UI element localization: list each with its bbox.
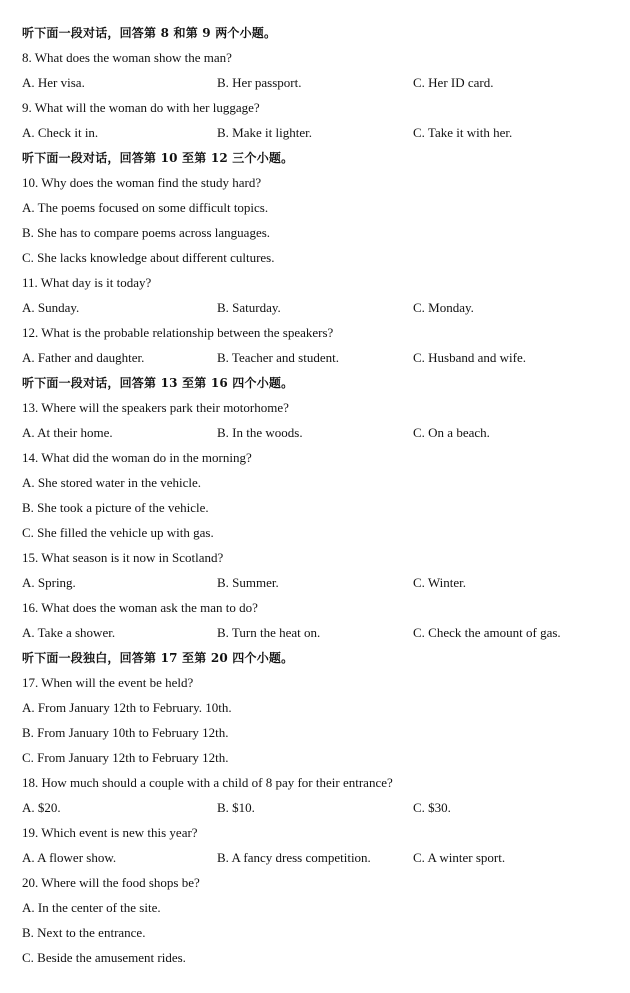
question-text: 16. What does the woman ask the man to do? xyxy=(22,600,258,615)
question-text: 11. What day is it today? xyxy=(22,275,152,290)
section-instruction: 听下面一段对话，回答第 8 和第 9 两个小题。 xyxy=(22,26,277,40)
question-text: 10. Why does the woman find the study hard? xyxy=(22,175,262,190)
question-text: 14. What did the woman do in the morning? xyxy=(22,450,252,465)
answer-option-b: B. Saturday. xyxy=(217,300,281,315)
answer-option-a: A. At their home. xyxy=(22,425,113,440)
answer-options-row xyxy=(22,424,622,449)
question-text: 13. Where will the speakers park their motorhome? xyxy=(22,400,289,415)
answer-option-a: A. $20. xyxy=(22,800,61,815)
answer-option-a: A. Take a shower. xyxy=(22,625,116,640)
answer-option-line: B. Next to the entrance. xyxy=(22,925,146,940)
answer-option-c: C. Winter. xyxy=(413,575,467,590)
question-text: 9. What will the woman do with her luggage? xyxy=(22,100,260,115)
answer-option-b: B. Turn the heat on. xyxy=(217,625,321,640)
answer-option-b: B. Teacher and student. xyxy=(217,350,339,365)
answer-option-line: C. Beside the amusement rides. xyxy=(22,950,186,965)
answer-option-line: A. The poems focused on some difficult topics. xyxy=(22,200,269,215)
answer-option-c: C. Check the amount of gas. xyxy=(413,625,561,640)
answer-option-c: C. A winter sport. xyxy=(413,850,506,865)
answer-option-line: B. She has to compare poems across languages. xyxy=(22,225,271,240)
answer-option-b: B. Summer. xyxy=(217,575,279,590)
answer-option-line: A. From January 12th to February. 10th. xyxy=(22,700,232,715)
answer-option-c: C. On a beach. xyxy=(413,425,490,440)
answer-option-line: B. From January 10th to February 12th. xyxy=(22,725,229,740)
section-instruction: 听下面一段对话，回答第 10 至第 12 三个小题。 xyxy=(22,151,294,165)
question-text: 20. Where will the food shops be? xyxy=(22,875,200,890)
answer-option-b: B. $10. xyxy=(217,800,255,815)
question-text: 15. What season is it now in Scotland? xyxy=(22,550,224,565)
answer-options-row xyxy=(22,299,622,324)
question-text: 19. Which event is new this year? xyxy=(22,825,198,840)
answer-option-b: B. In the woods. xyxy=(217,425,303,440)
answer-options-row xyxy=(22,849,622,874)
answer-option-b: B. Her passport. xyxy=(217,75,302,90)
answer-options-row xyxy=(22,624,622,649)
question-text: 18. How much should a couple with a child of 8 pay for their entrance? xyxy=(22,775,393,790)
question-text: 8. What does the woman show the man? xyxy=(22,50,232,65)
question-text: 17. When will the event be held? xyxy=(22,675,194,690)
answer-option-line: C. She filled the vehicle up with gas. xyxy=(22,525,214,540)
answer-option-a: A. Her visa. xyxy=(22,75,85,90)
section-instruction: 听下面一段独白，回答第 17 至第 20 四个小题。 xyxy=(22,651,294,665)
answer-option-c: C. Her ID card. xyxy=(413,75,494,90)
exam-document xyxy=(22,24,622,974)
answer-options-row xyxy=(22,799,622,824)
answer-option-b: B. A fancy dress competition. xyxy=(217,850,371,865)
answer-option-line: B. She took a picture of the vehicle. xyxy=(22,500,209,515)
question-text: 12. What is the probable relationship between the speakers? xyxy=(22,325,334,340)
answer-options-row xyxy=(22,74,622,99)
answer-options-row xyxy=(22,124,622,149)
answer-option-line: C. From January 12th to February 12th. xyxy=(22,750,229,765)
answer-options-row xyxy=(22,349,622,374)
answer-option-line: C. She lacks knowledge about different cultures. xyxy=(22,250,275,265)
answer-option-a: A. Check it in. xyxy=(22,125,99,140)
answer-options-row xyxy=(22,574,622,599)
answer-option-line: A. In the center of the site. xyxy=(22,900,161,915)
answer-option-c: C. Monday. xyxy=(413,300,474,315)
answer-option-a: A. A flower show. xyxy=(22,850,117,865)
answer-option-line: A. She stored water in the vehicle. xyxy=(22,475,202,490)
answer-option-c: C. Husband and wife. xyxy=(413,350,527,365)
answer-option-c: C. Take it with her. xyxy=(413,125,513,140)
answer-option-a: A. Father and daughter. xyxy=(22,350,145,365)
section-instruction: 听下面一段对话，回答第 13 至第 16 四个小题。 xyxy=(22,376,294,390)
answer-option-a: A. Sunday. xyxy=(22,300,80,315)
answer-option-a: A. Spring. xyxy=(22,575,76,590)
answer-option-c: C. $30. xyxy=(413,800,451,815)
answer-option-b: B. Make it lighter. xyxy=(217,125,312,140)
